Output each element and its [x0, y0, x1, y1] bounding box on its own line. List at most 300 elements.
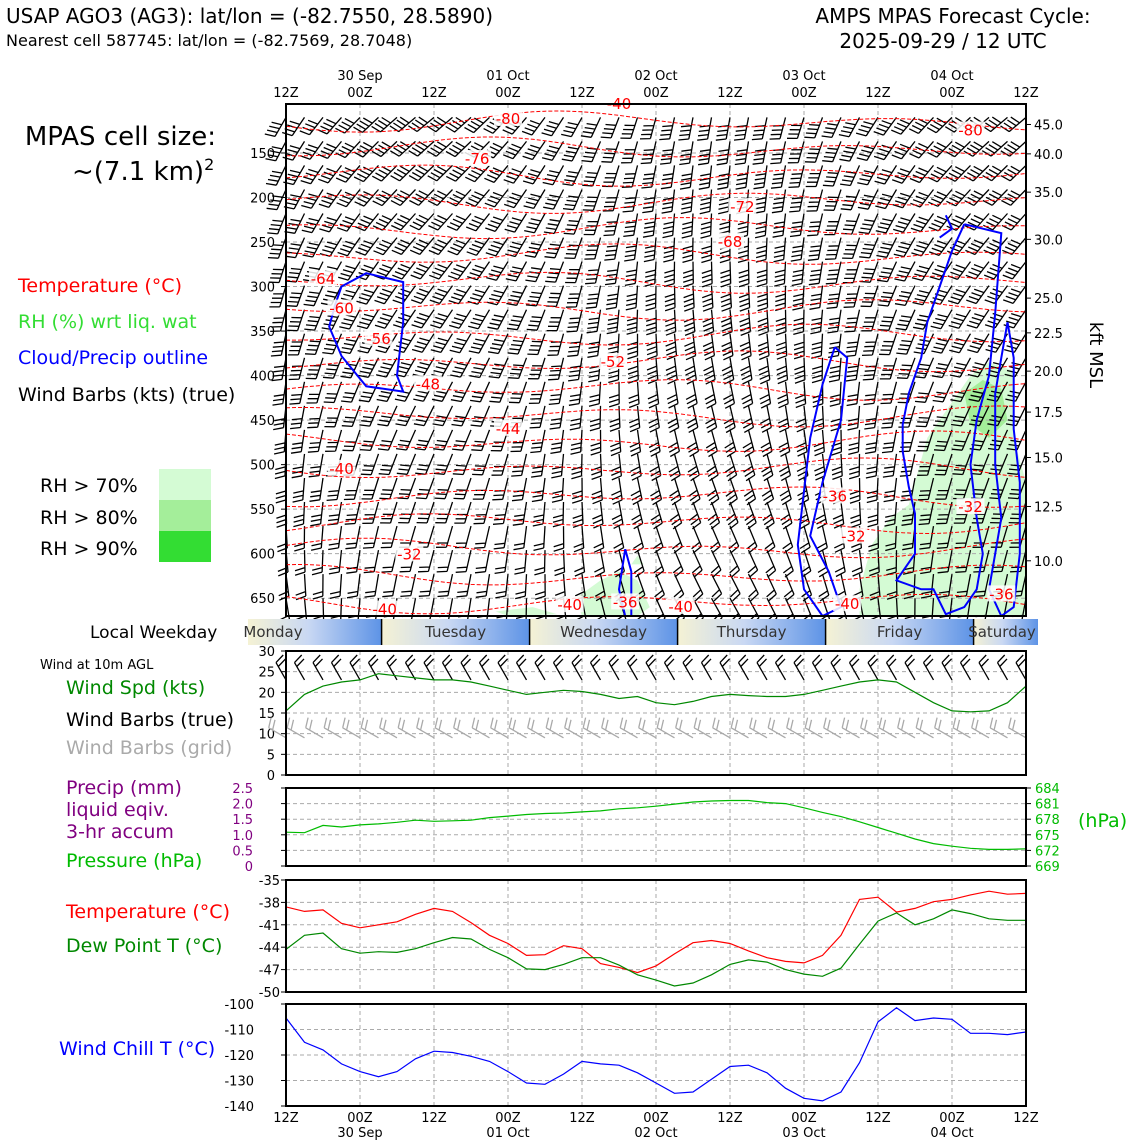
wind-barb — [631, 478, 642, 505]
wind-barb — [734, 117, 749, 140]
wind-barb — [564, 238, 582, 259]
wind-barb — [706, 406, 717, 433]
wind-barb — [420, 598, 435, 621]
wind-barb — [757, 286, 767, 311]
pressure-label: Pressure (hPa) — [66, 850, 203, 872]
wind-barb-true — [905, 655, 915, 680]
wind-barb — [774, 238, 786, 262]
wind-barb — [276, 502, 286, 527]
wind-barb — [525, 262, 545, 282]
wind-barb — [549, 382, 564, 405]
top-time-tick: 12Z — [717, 86, 743, 101]
wind-barb — [755, 214, 767, 238]
wind-barb-grid — [787, 718, 804, 738]
wind-barb — [862, 334, 878, 356]
wind-barb — [804, 117, 822, 137]
wind-barb — [523, 165, 545, 184]
wind-barb — [867, 478, 878, 503]
wind-barb — [812, 358, 823, 383]
wind-barb — [765, 526, 775, 553]
wind-barb — [659, 117, 674, 139]
wind-barb — [894, 262, 915, 281]
wind-barb — [730, 574, 740, 601]
wind-barb — [512, 478, 527, 501]
wind-barb-grid — [768, 718, 785, 738]
wind-barb-grid — [528, 718, 545, 738]
top-date-label: 04 Oct — [930, 69, 974, 84]
pressure-tick-label: 400 — [250, 369, 275, 385]
wind-barb-true — [628, 655, 638, 680]
wind-barb — [319, 214, 341, 232]
wind-barb — [310, 478, 324, 501]
bottom-time-tick: 00Z — [347, 1111, 373, 1126]
temperature-contour-label: -40 — [834, 595, 860, 614]
wind-barb — [859, 214, 878, 234]
pressure-tick-label: 300 — [250, 280, 275, 296]
wind-barb — [547, 334, 563, 356]
wind-barb — [810, 286, 823, 310]
wind-barb — [609, 382, 619, 407]
wind-barb — [412, 334, 434, 353]
wind-barb — [435, 478, 453, 499]
wind-barb — [933, 382, 952, 402]
wind-barb — [324, 406, 341, 427]
wind-barb — [365, 574, 379, 597]
wind-barb — [848, 430, 859, 455]
wind-barb — [307, 406, 323, 428]
temperature-contour-label: -80 — [958, 121, 983, 140]
wind-barb — [276, 478, 286, 503]
wind-barb — [313, 574, 323, 599]
wind-barb — [296, 574, 306, 600]
wind-barb — [494, 526, 508, 549]
temperature-contour-label: -44 — [495, 419, 521, 438]
top-time-tick: 00Z — [939, 86, 965, 101]
wind-barb — [892, 165, 915, 183]
wind-barb — [629, 382, 639, 408]
wind-barb — [699, 165, 712, 189]
wind-barb — [771, 165, 786, 188]
wind-barb — [542, 117, 564, 135]
wind-barb-true — [776, 655, 786, 680]
wind-barb — [630, 454, 641, 480]
wind-barb — [488, 310, 509, 330]
wind-barb — [879, 334, 896, 355]
wind-barb — [605, 262, 619, 285]
wind-barb — [554, 526, 564, 551]
temperature-tick-label: -38 — [258, 896, 280, 912]
wind-barb — [705, 382, 716, 409]
wind-barb — [381, 526, 397, 548]
wind-barb — [287, 286, 305, 307]
legend-swatch-rh70 — [159, 469, 211, 500]
wind-barb-grid — [583, 718, 600, 738]
wind-speed-label: Wind Spd (kts) — [66, 677, 206, 699]
temperature-contour-label: -40 — [329, 459, 354, 478]
wind-barb — [493, 502, 508, 524]
kft-tick-label: 12.5 — [1034, 500, 1063, 516]
wind-barb-true — [443, 655, 453, 680]
cell-size-sup: 2 — [204, 155, 215, 174]
wind-barb — [982, 117, 1008, 131]
wind-barb — [546, 286, 564, 307]
wind-barb — [825, 238, 841, 260]
windchill-tick-label: -130 — [224, 1074, 254, 1090]
kft-tick-label: 25.0 — [1034, 292, 1063, 308]
kft-axis-label: kft MSL — [1085, 321, 1106, 389]
wind-barb-grid — [842, 718, 859, 738]
wind-barb — [774, 262, 785, 287]
wind-barb-grid — [417, 718, 434, 738]
wind-barb — [663, 214, 675, 238]
wind-barb-true — [850, 655, 860, 680]
wind-barb-grid — [935, 718, 952, 738]
wind-barb — [842, 238, 859, 259]
wind-barb — [293, 502, 304, 527]
wind-barb — [509, 382, 526, 403]
wind-barb — [327, 478, 342, 500]
wind-barb-grid — [879, 718, 896, 738]
precip-tick-label: 0 — [244, 860, 253, 875]
temperature-contour-label: -64 — [310, 270, 336, 289]
wind-barb-grid — [454, 718, 471, 738]
wind-barb — [703, 310, 714, 336]
wind-barb — [716, 117, 730, 140]
temperature-contour-label: -48 — [415, 375, 441, 394]
wind-barb — [435, 502, 452, 523]
temperature-tick-label: -44 — [258, 941, 280, 957]
precip-tick-label: 1.5 — [232, 813, 253, 829]
wind-barb — [811, 334, 822, 359]
legend-rh80: RH > 80% — [40, 507, 138, 529]
wind-barb — [530, 430, 545, 453]
wind-barb — [550, 406, 564, 429]
wind-barb — [790, 214, 804, 237]
wind-barb — [642, 190, 656, 213]
wind-barb — [776, 334, 787, 360]
wind-barb — [468, 286, 490, 305]
wind-barb — [601, 117, 619, 137]
temperature-tick-label: -35 — [258, 874, 280, 889]
wind-barb — [309, 454, 323, 477]
wind-barbs-true-label: Wind Barbs (true) — [66, 709, 235, 731]
bottom-time-tick: 00Z — [791, 1111, 817, 1126]
wind-barb — [486, 238, 508, 256]
wind-barb — [826, 262, 841, 284]
precip-tick-label: 1.0 — [232, 828, 253, 844]
wind-barb — [430, 310, 452, 328]
wind-barb — [473, 478, 490, 499]
wind-barb — [789, 190, 804, 212]
wind-barb — [486, 262, 508, 281]
wind-barb — [591, 454, 601, 480]
pressure-tick-label: 500 — [250, 458, 275, 474]
wind-speed-tick-label: 15 — [258, 707, 275, 722]
wind-barb — [950, 358, 971, 377]
wind-barb — [787, 117, 804, 138]
wind-barb — [796, 406, 807, 432]
wind-barb — [830, 382, 841, 407]
wind-barb-grid — [898, 718, 915, 738]
pressure-tick-label: 550 — [250, 503, 275, 519]
bottom-time-tick: 12Z — [865, 1111, 891, 1126]
wind-barb — [564, 214, 582, 235]
wind-barb — [620, 117, 637, 138]
legend-rh90: RH > 90% — [40, 538, 138, 560]
wind-barb — [469, 358, 489, 378]
wind-barb — [362, 502, 378, 523]
wind-barb — [457, 598, 471, 621]
wind-barb — [485, 214, 508, 232]
wind-barb — [626, 286, 638, 310]
wind-barb — [534, 526, 546, 550]
wind-barb — [587, 334, 600, 358]
wind-barb — [417, 526, 434, 547]
temperature-contour-label: -36 — [822, 487, 848, 506]
weekday-label: Local Weekday — [90, 623, 218, 643]
wind-barb-true — [702, 655, 712, 680]
top-time-tick: 00Z — [791, 86, 817, 101]
wind-barb — [739, 262, 749, 287]
wind-barb — [307, 382, 324, 403]
wind-barb — [488, 334, 508, 354]
wind-barb — [527, 310, 545, 331]
wind-barb — [839, 141, 859, 161]
wind-barb — [581, 117, 601, 137]
windchill-tick-label: -110 — [224, 1023, 254, 1039]
wind-barb — [864, 406, 878, 429]
pressure-tick-label: 250 — [250, 236, 275, 252]
wind-barb — [840, 165, 859, 185]
wind-barb — [289, 358, 305, 380]
wind-barb — [712, 574, 722, 601]
wind-barb-true — [813, 655, 823, 680]
wind-barb — [743, 430, 754, 457]
temperature-contour-label: -36 — [612, 593, 638, 612]
wind-barb-grid — [435, 718, 452, 738]
top-date-label: 03 Oct — [782, 69, 826, 84]
wind-barb-true — [554, 655, 564, 680]
top-time-tick: 00Z — [643, 86, 669, 101]
wind-barb — [744, 478, 755, 505]
wind-barb — [808, 238, 823, 261]
wind-barb-grid — [398, 718, 415, 738]
kft-tick-label: 45.0 — [1034, 118, 1063, 134]
wind-barb — [832, 454, 842, 480]
wind-barb-grid — [287, 718, 304, 738]
wind-barb-grid — [916, 718, 933, 738]
wind-barb — [594, 526, 604, 552]
wind-barb — [571, 430, 583, 454]
wind-barb-true — [461, 655, 471, 680]
wind-barb — [916, 406, 934, 427]
wind-barb-true — [757, 655, 767, 680]
wind-barb — [416, 478, 434, 499]
station-title: USAP AGO3 (AG3): lat/lon = (-82.7550, 28.5890) — [6, 4, 493, 28]
weekday-band — [243, 619, 1038, 645]
top-date-label: 02 Oct — [634, 69, 678, 84]
wind-barb — [266, 165, 286, 185]
wind-speed-tick-label: 10 — [258, 727, 275, 743]
wind-barb — [522, 117, 545, 135]
wind-barb — [800, 526, 810, 553]
wind-barb — [822, 141, 841, 161]
wind-barb — [325, 430, 341, 451]
top-date-label: 01 Oct — [486, 69, 530, 84]
wind-barb — [742, 406, 753, 433]
wind-barb — [547, 310, 564, 331]
dewpoint-label: Dew Point T (°C) — [66, 935, 223, 957]
pressure-tick-label: 350 — [250, 325, 275, 341]
bottom-time-tick: 00Z — [495, 1111, 521, 1126]
wind-barb — [778, 406, 789, 432]
wind-barb — [844, 310, 859, 332]
pressure-tick-label: 650 — [250, 592, 275, 608]
wind-barb-true — [350, 655, 360, 680]
wind-barb — [344, 478, 360, 500]
precip-tick-label: 2.0 — [232, 797, 253, 813]
wind-barb — [582, 165, 600, 186]
wind-barb — [784, 574, 794, 601]
wind-barb — [789, 165, 805, 187]
wind-barb — [740, 358, 752, 384]
bottom-date-label: 30 Sep — [337, 1126, 383, 1140]
wind-barb — [868, 502, 878, 527]
windchill-tick-label: -100 — [224, 998, 254, 1013]
wind-barb — [708, 502, 720, 529]
wind-barb — [827, 310, 841, 333]
wind-barb — [545, 238, 564, 258]
wind-barb — [570, 406, 582, 430]
top-time-tick: 12Z — [273, 86, 299, 101]
wind-barb-true — [683, 655, 693, 680]
wind-barb — [433, 406, 453, 426]
wind-barb — [930, 262, 952, 280]
precip-label-3: 3-hr accum — [66, 821, 174, 843]
wind-barb — [841, 214, 859, 235]
wind-barb — [363, 526, 379, 548]
wind-barb — [650, 454, 661, 481]
wind-barb — [702, 262, 712, 287]
wind-barb — [640, 117, 656, 139]
wind-barb — [288, 334, 305, 355]
wind-barb-true — [739, 655, 749, 680]
wind-barb — [415, 454, 434, 474]
wind-barb — [286, 262, 305, 282]
wind-barb-grid — [713, 718, 730, 738]
wind-barb — [398, 502, 415, 523]
wind-barb — [861, 310, 878, 331]
wind-barb — [628, 334, 638, 359]
precip-pressure-panel — [232, 782, 1060, 875]
wind-barb — [778, 382, 789, 408]
wind-barb — [883, 454, 897, 477]
wind-barb-true — [794, 655, 804, 680]
wind-barb — [763, 502, 774, 529]
wind-barb — [810, 310, 822, 334]
wind-barb — [285, 238, 304, 258]
wind-barb — [468, 310, 489, 329]
wind-barb — [300, 141, 323, 159]
wind-barb — [860, 262, 878, 283]
top-time-tick: 12Z — [1013, 86, 1039, 101]
wind-barb — [530, 406, 545, 428]
wind-barb — [670, 502, 681, 529]
temperature-contour-label: -32 — [397, 545, 422, 564]
wind-barb-true — [979, 655, 989, 680]
wind-barb — [687, 406, 698, 433]
wind-barb — [739, 286, 749, 312]
temperature-contour-label: -40 — [372, 600, 397, 619]
legend-barbs: Wind Barbs (kts) (true) — [18, 384, 236, 406]
wind-barb — [678, 117, 693, 140]
wind-barb — [864, 382, 879, 405]
precip-tick-label: 2.5 — [232, 782, 253, 797]
weekday-name: Tuesday — [425, 623, 487, 641]
wind-barb — [702, 286, 713, 312]
wind-barb — [647, 358, 658, 384]
wind-barb — [542, 141, 563, 160]
wind-barb-grid — [639, 718, 656, 738]
bottom-date-label: 03 Oct — [782, 1126, 826, 1140]
temp-label: Temperature (°C) — [66, 901, 230, 923]
wind-barb — [686, 382, 697, 408]
wind-barb — [819, 574, 829, 601]
wind-barb — [744, 454, 755, 481]
temperature-contour-label: -40 — [668, 597, 693, 616]
wind-barb — [438, 598, 452, 621]
wind-barb — [770, 117, 786, 139]
wind-barb — [328, 526, 341, 549]
wind-barb-true — [295, 655, 305, 680]
wind-barb — [828, 334, 841, 358]
wind-barb — [884, 478, 897, 502]
wind-barb — [340, 334, 360, 354]
wind-barb — [845, 334, 860, 357]
wind-barb — [791, 238, 804, 262]
wind-barb — [359, 406, 378, 426]
wind-barb — [419, 574, 434, 596]
weekday-name: Saturday — [968, 623, 1036, 641]
kft-tick-label: 30.0 — [1034, 233, 1063, 249]
wind-barb — [762, 478, 773, 505]
wind-barb — [807, 190, 823, 212]
wind-barb — [330, 574, 342, 598]
wind-barb — [343, 430, 361, 451]
cell-size-line2 — [72, 155, 214, 187]
wind-barb — [514, 526, 527, 550]
wind-barb — [874, 141, 896, 159]
wind-barb — [382, 574, 397, 597]
wind-barb — [565, 262, 582, 283]
precip-label-2: liquid eqiv. — [66, 799, 169, 821]
legend-swatch-rh80 — [159, 500, 211, 531]
wind-barb — [274, 430, 286, 454]
wind-barb-true — [942, 655, 952, 680]
wind-barb — [858, 190, 878, 210]
wind-barb — [341, 382, 360, 402]
wind-barb — [759, 358, 770, 384]
wind-barb — [843, 262, 860, 283]
wind-barb-true — [535, 655, 545, 680]
wind-barb-true — [591, 655, 601, 680]
wind-speed-tick-label: 20 — [258, 686, 275, 702]
kft-tick-label: 35.0 — [1034, 186, 1063, 202]
wind-barb — [614, 526, 624, 553]
wind-barb-true — [332, 655, 342, 680]
wind-barb — [377, 406, 397, 426]
wind-barb — [704, 358, 716, 384]
